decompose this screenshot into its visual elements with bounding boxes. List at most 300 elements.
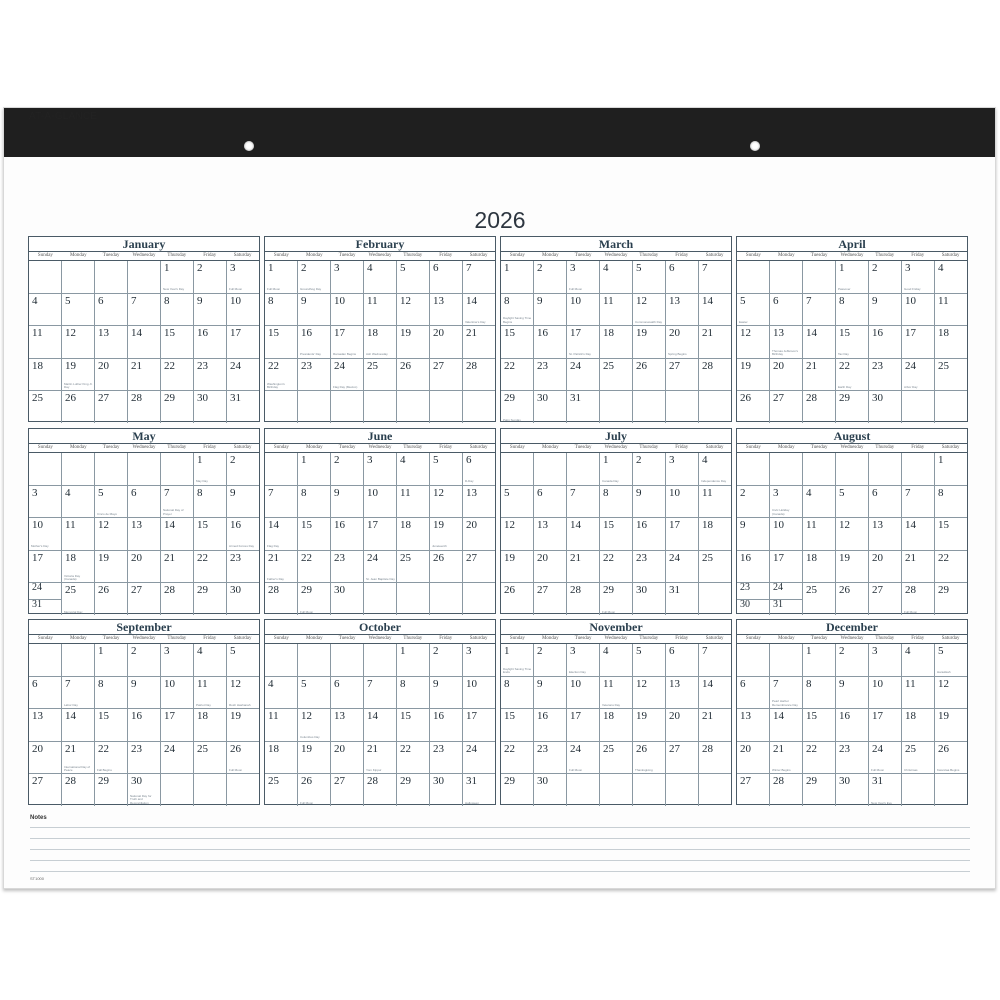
day-cell[interactable] — [501, 774, 534, 806]
day-cell[interactable] — [397, 709, 430, 741]
day-cell[interactable] — [161, 709, 194, 741]
day-cell[interactable] — [633, 518, 666, 550]
day-cell[interactable] — [666, 486, 699, 518]
day-cell[interactable] — [699, 359, 731, 391]
day-cell[interactable] — [567, 774, 600, 806]
day-cell[interactable] — [737, 326, 770, 358]
day-cell[interactable] — [397, 644, 430, 676]
day-cell[interactable] — [633, 326, 666, 358]
day-cell[interactable] — [95, 709, 128, 741]
day-cell[interactable] — [666, 677, 699, 709]
day-cell[interactable] — [265, 774, 298, 806]
day-cell[interactable] — [331, 261, 364, 293]
day-cell[interactable] — [227, 391, 259, 423]
day-cell[interactable] — [265, 518, 298, 550]
day-cell[interactable] — [869, 551, 902, 583]
day-cell[interactable] — [128, 359, 161, 391]
day-cell[interactable] — [364, 294, 397, 326]
day-cell[interactable] — [534, 742, 567, 774]
day-cell[interactable] — [902, 677, 935, 709]
day-cell[interactable] — [902, 774, 935, 806]
day-cell[interactable] — [463, 453, 495, 485]
day-cell[interactable] — [397, 391, 430, 423]
day-cell[interactable] — [699, 709, 731, 741]
day-cell[interactable] — [161, 742, 194, 774]
day-cell[interactable] — [397, 774, 430, 806]
day-cell[interactable] — [463, 551, 495, 583]
day-cell[interactable] — [567, 551, 600, 583]
day-cell[interactable] — [935, 486, 967, 518]
day-cell[interactable] — [836, 774, 869, 806]
day-cell[interactable] — [770, 677, 803, 709]
day-cell[interactable] — [770, 709, 803, 741]
day-cell[interactable] — [600, 453, 633, 485]
day-cell[interactable] — [633, 261, 666, 293]
day-cell[interactable] — [62, 583, 95, 615]
day-cell[interactable] — [430, 261, 463, 293]
day-cell[interactable] — [128, 261, 161, 293]
day-cell[interactable] — [600, 742, 633, 774]
day-cell[interactable] — [95, 453, 128, 485]
day-cell[interactable] — [95, 551, 128, 583]
day-cell[interactable] — [430, 774, 463, 806]
day-cell[interactable] — [227, 709, 259, 741]
day-cell[interactable] — [29, 261, 62, 293]
day-cell[interactable] — [161, 774, 194, 806]
day-cell[interactable] — [935, 391, 967, 423]
day-cell[interactable] — [463, 774, 495, 806]
day-cell[interactable] — [62, 453, 95, 485]
day-cell[interactable] — [298, 677, 331, 709]
day-cell[interactable] — [430, 294, 463, 326]
day-cell[interactable] — [501, 453, 534, 485]
day-cell[interactable] — [501, 709, 534, 741]
day-cell[interactable] — [869, 261, 902, 293]
day-cell[interactable] — [699, 326, 731, 358]
day-cell[interactable] — [463, 709, 495, 741]
day-cell[interactable] — [331, 294, 364, 326]
day-cell[interactable] — [803, 261, 836, 293]
day-cell[interactable] — [298, 326, 331, 358]
day-cell[interactable] — [666, 518, 699, 550]
day-cell[interactable] — [29, 486, 62, 518]
day-cell[interactable] — [463, 742, 495, 774]
day-cell[interactable] — [29, 774, 62, 806]
day-cell[interactable] — [803, 391, 836, 423]
day-cell[interactable] — [770, 391, 803, 423]
day-cell[interactable] — [633, 453, 666, 485]
day-cell[interactable] — [869, 486, 902, 518]
day-cell[interactable] — [666, 391, 699, 423]
day-cell[interactable] — [29, 518, 62, 550]
day-cell[interactable] — [836, 709, 869, 741]
day-cell[interactable] — [331, 518, 364, 550]
day-cell[interactable] — [194, 294, 227, 326]
day-cell[interactable] — [397, 677, 430, 709]
day-cell[interactable] — [534, 486, 567, 518]
day-cell[interactable] — [265, 261, 298, 293]
day-cell[interactable] — [600, 551, 633, 583]
day-cell[interactable] — [567, 453, 600, 485]
day-cell[interactable] — [265, 391, 298, 423]
day-cell[interactable] — [194, 261, 227, 293]
day-cell[interactable] — [902, 518, 935, 550]
day-cell[interactable] — [397, 453, 430, 485]
day-cell[interactable] — [397, 742, 430, 774]
day-cell[interactable] — [331, 774, 364, 806]
day-cell[interactable] — [95, 644, 128, 676]
day-cell[interactable] — [737, 677, 770, 709]
day-cell[interactable] — [128, 583, 161, 615]
day-cell[interactable] — [161, 583, 194, 615]
day-cell[interactable] — [501, 551, 534, 583]
day-cell[interactable] — [364, 583, 397, 615]
day-cell[interactable] — [737, 261, 770, 293]
day-cell[interactable] — [227, 677, 259, 709]
day-cell[interactable] — [501, 742, 534, 774]
day-cell[interactable] — [29, 326, 62, 358]
day-cell[interactable] — [534, 326, 567, 358]
day-cell[interactable] — [567, 709, 600, 741]
day-cell[interactable] — [902, 453, 935, 485]
day-cell[interactable] — [265, 677, 298, 709]
day-cell[interactable] — [633, 583, 666, 615]
day-cell[interactable] — [430, 453, 463, 485]
day-cell[interactable] — [935, 774, 967, 806]
day-cell[interactable] — [95, 742, 128, 774]
day-cell[interactable] — [699, 583, 731, 615]
day-cell[interactable] — [633, 391, 666, 423]
day-cell[interactable] — [869, 774, 902, 806]
day-cell[interactable] — [298, 518, 331, 550]
day-cell[interactable] — [62, 774, 95, 806]
day-cell[interactable] — [836, 391, 869, 423]
day-cell[interactable] — [161, 326, 194, 358]
day-cell[interactable] — [902, 486, 935, 518]
day-cell[interactable] — [430, 677, 463, 709]
day-cell[interactable] — [161, 261, 194, 293]
day-cell[interactable] — [836, 677, 869, 709]
day-cell[interactable] — [62, 644, 95, 676]
day-cell[interactable] — [699, 518, 731, 550]
day-cell[interactable] — [803, 326, 836, 358]
day-cell[interactable] — [128, 742, 161, 774]
day-cell[interactable] — [501, 644, 534, 676]
day-cell[interactable] — [803, 486, 836, 518]
day-cell[interactable] — [227, 486, 259, 518]
day-cell[interactable] — [227, 551, 259, 583]
day-cell[interactable] — [737, 583, 770, 615]
day-cell[interactable] — [935, 742, 967, 774]
day-cell[interactable] — [737, 709, 770, 741]
day-cell[interactable] — [600, 677, 633, 709]
day-cell[interactable] — [567, 742, 600, 774]
day-cell[interactable] — [869, 644, 902, 676]
day-cell[interactable] — [194, 453, 227, 485]
day-cell[interactable] — [633, 486, 666, 518]
day-cell[interactable] — [161, 294, 194, 326]
day-cell[interactable] — [770, 583, 803, 615]
day-cell[interactable] — [194, 709, 227, 741]
day-cell[interactable] — [265, 583, 298, 615]
day-cell[interactable] — [567, 359, 600, 391]
day-cell[interactable] — [600, 261, 633, 293]
day-cell[interactable] — [803, 359, 836, 391]
day-cell[interactable] — [128, 551, 161, 583]
day-cell[interactable] — [430, 326, 463, 358]
day-cell[interactable] — [534, 774, 567, 806]
day-cell[interactable] — [194, 583, 227, 615]
day-cell[interactable] — [331, 326, 364, 358]
day-cell[interactable] — [803, 453, 836, 485]
day-cell[interactable] — [534, 583, 567, 615]
day-cell[interactable] — [935, 677, 967, 709]
day-cell[interactable] — [463, 391, 495, 423]
day-cell[interactable] — [62, 551, 95, 583]
day-cell[interactable] — [364, 391, 397, 423]
day-cell[interactable] — [29, 294, 62, 326]
day-cell[interactable] — [397, 294, 430, 326]
day-cell[interactable] — [62, 294, 95, 326]
day-cell[interactable] — [770, 294, 803, 326]
day-cell[interactable] — [194, 326, 227, 358]
day-cell[interactable] — [128, 518, 161, 550]
day-cell[interactable] — [95, 261, 128, 293]
day-cell[interactable] — [364, 709, 397, 741]
day-cell[interactable] — [430, 644, 463, 676]
day-cell[interactable] — [935, 518, 967, 550]
day-cell[interactable] — [666, 359, 699, 391]
day-cell[interactable] — [935, 359, 967, 391]
day-cell[interactable] — [869, 326, 902, 358]
day-cell[interactable] — [567, 326, 600, 358]
day-cell[interactable] — [770, 359, 803, 391]
day-cell[interactable] — [803, 583, 836, 615]
day-cell[interactable] — [534, 453, 567, 485]
day-cell[interactable] — [633, 551, 666, 583]
day-cell[interactable] — [128, 486, 161, 518]
day-cell[interactable] — [298, 742, 331, 774]
day-cell[interactable] — [869, 709, 902, 741]
day-cell[interactable] — [128, 644, 161, 676]
day-cell[interactable] — [501, 326, 534, 358]
day-cell[interactable] — [567, 261, 600, 293]
day-cell[interactable] — [463, 677, 495, 709]
day-cell[interactable] — [265, 742, 298, 774]
day-cell[interactable] — [95, 391, 128, 423]
day-cell[interactable] — [331, 453, 364, 485]
day-cell[interactable] — [770, 486, 803, 518]
day-cell[interactable] — [194, 774, 227, 806]
day-cell[interactable] — [265, 486, 298, 518]
day-cell[interactable] — [364, 742, 397, 774]
day-cell[interactable] — [567, 677, 600, 709]
day-cell[interactable] — [699, 486, 731, 518]
day-cell[interactable] — [430, 742, 463, 774]
day-cell[interactable] — [364, 774, 397, 806]
day-cell[interactable] — [29, 677, 62, 709]
day-cell[interactable] — [430, 486, 463, 518]
day-cell[interactable] — [666, 644, 699, 676]
day-cell[interactable] — [737, 486, 770, 518]
day-cell[interactable] — [935, 453, 967, 485]
day-cell[interactable] — [265, 551, 298, 583]
day-cell[interactable] — [869, 453, 902, 485]
day-cell[interactable] — [227, 583, 259, 615]
day-cell[interactable] — [666, 294, 699, 326]
day-cell[interactable] — [633, 742, 666, 774]
day-cell[interactable] — [501, 391, 534, 423]
day-cell[interactable] — [600, 391, 633, 423]
day-cell[interactable] — [95, 518, 128, 550]
day-cell[interactable] — [600, 294, 633, 326]
day-cell[interactable] — [298, 359, 331, 391]
day-cell[interactable] — [699, 391, 731, 423]
day-cell[interactable] — [364, 677, 397, 709]
day-cell[interactable] — [666, 261, 699, 293]
day-cell[interactable] — [430, 391, 463, 423]
day-cell[interactable] — [534, 294, 567, 326]
day-cell[interactable] — [227, 453, 259, 485]
day-cell[interactable] — [633, 294, 666, 326]
day-cell[interactable] — [298, 644, 331, 676]
day-cell[interactable] — [902, 583, 935, 615]
day-cell[interactable] — [633, 359, 666, 391]
day-cell[interactable] — [836, 518, 869, 550]
day-cell[interactable] — [935, 326, 967, 358]
day-cell[interactable] — [935, 644, 967, 676]
day-cell[interactable] — [567, 518, 600, 550]
day-cell[interactable] — [534, 261, 567, 293]
day-cell[interactable] — [194, 742, 227, 774]
day-cell[interactable] — [902, 326, 935, 358]
day-cell[interactable] — [364, 518, 397, 550]
day-cell[interactable] — [95, 583, 128, 615]
day-cell[interactable] — [430, 551, 463, 583]
day-cell[interactable] — [364, 486, 397, 518]
day-cell[interactable] — [227, 326, 259, 358]
day-cell[interactable] — [567, 391, 600, 423]
day-cell[interactable] — [227, 644, 259, 676]
day-cell[interactable] — [836, 326, 869, 358]
day-cell[interactable] — [298, 774, 331, 806]
day-cell[interactable] — [737, 742, 770, 774]
day-cell[interactable] — [770, 551, 803, 583]
day-cell[interactable] — [397, 518, 430, 550]
day-cell[interactable] — [935, 261, 967, 293]
day-cell[interactable] — [737, 453, 770, 485]
day-cell[interactable] — [397, 359, 430, 391]
day-cell[interactable] — [397, 326, 430, 358]
day-cell[interactable] — [227, 261, 259, 293]
day-cell[interactable] — [902, 359, 935, 391]
day-cell[interactable] — [463, 359, 495, 391]
day-cell[interactable] — [869, 359, 902, 391]
day-cell[interactable] — [666, 453, 699, 485]
day-cell[interactable] — [331, 359, 364, 391]
day-cell[interactable] — [95, 774, 128, 806]
day-cell[interactable] — [869, 677, 902, 709]
day-cell[interactable] — [803, 774, 836, 806]
day-cell[interactable] — [534, 551, 567, 583]
day-cell[interactable] — [161, 644, 194, 676]
day-cell[interactable] — [298, 486, 331, 518]
day-cell[interactable] — [128, 709, 161, 741]
day-cell[interactable] — [29, 583, 62, 615]
day-cell[interactable] — [95, 486, 128, 518]
day-cell[interactable] — [699, 774, 731, 806]
day-cell[interactable] — [364, 326, 397, 358]
day-cell[interactable] — [501, 486, 534, 518]
day-cell[interactable] — [534, 518, 567, 550]
day-cell[interactable] — [803, 677, 836, 709]
day-cell[interactable] — [902, 709, 935, 741]
day-cell[interactable] — [567, 486, 600, 518]
day-cell[interactable] — [29, 709, 62, 741]
day-cell[interactable] — [29, 359, 62, 391]
day-cell[interactable] — [194, 518, 227, 550]
day-cell[interactable] — [600, 486, 633, 518]
day-cell[interactable] — [869, 294, 902, 326]
day-cell[interactable] — [95, 359, 128, 391]
day-cell[interactable] — [699, 294, 731, 326]
day-cell[interactable] — [265, 644, 298, 676]
day-cell[interactable] — [265, 709, 298, 741]
day-cell[interactable] — [298, 391, 331, 423]
day-cell[interactable] — [331, 486, 364, 518]
day-cell[interactable] — [836, 359, 869, 391]
day-cell[interactable] — [463, 583, 495, 615]
day-cell[interactable] — [737, 551, 770, 583]
day-cell[interactable] — [600, 644, 633, 676]
day-cell[interactable] — [95, 294, 128, 326]
day-cell[interactable] — [902, 391, 935, 423]
day-cell[interactable] — [161, 486, 194, 518]
day-cell[interactable] — [364, 453, 397, 485]
day-cell[interactable] — [194, 359, 227, 391]
day-cell[interactable] — [298, 453, 331, 485]
day-cell[interactable] — [836, 294, 869, 326]
day-cell[interactable] — [902, 742, 935, 774]
day-cell[interactable] — [161, 551, 194, 583]
day-cell[interactable] — [227, 742, 259, 774]
day-cell[interactable] — [770, 742, 803, 774]
day-cell[interactable] — [265, 453, 298, 485]
day-cell[interactable] — [364, 551, 397, 583]
day-cell[interactable] — [935, 583, 967, 615]
day-cell[interactable] — [869, 391, 902, 423]
day-cell[interactable] — [803, 644, 836, 676]
day-cell[interactable] — [737, 359, 770, 391]
day-cell[interactable] — [161, 391, 194, 423]
day-cell[interactable] — [62, 677, 95, 709]
day-cell[interactable] — [869, 518, 902, 550]
day-cell[interactable] — [737, 391, 770, 423]
day-cell[interactable] — [935, 551, 967, 583]
day-cell[interactable] — [463, 518, 495, 550]
day-cell[interactable] — [902, 551, 935, 583]
day-cell[interactable] — [699, 261, 731, 293]
day-cell[interactable] — [161, 518, 194, 550]
day-cell[interactable] — [836, 453, 869, 485]
day-cell[interactable] — [194, 391, 227, 423]
day-cell[interactable] — [463, 294, 495, 326]
day-cell[interactable] — [666, 326, 699, 358]
day-cell[interactable] — [534, 677, 567, 709]
day-cell[interactable] — [227, 518, 259, 550]
day-cell[interactable] — [29, 391, 62, 423]
day-cell[interactable] — [567, 644, 600, 676]
